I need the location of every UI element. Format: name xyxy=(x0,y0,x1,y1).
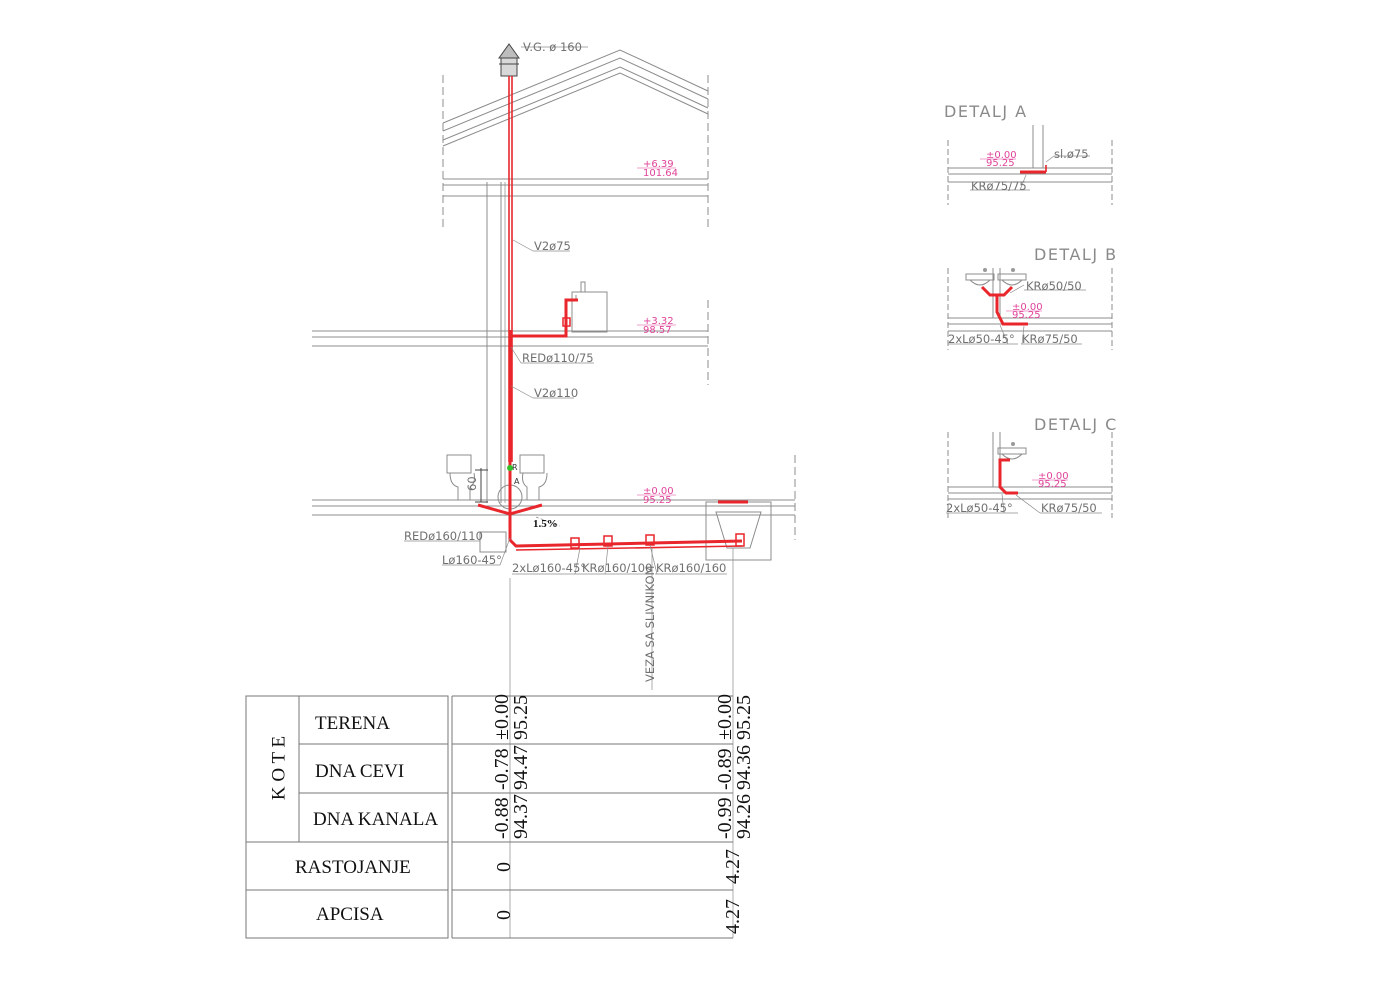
detail-c-title: DETALJ C xyxy=(1034,415,1118,434)
svg-text:±0.00: ±0.00 xyxy=(986,150,1017,161)
label-2xl160-45: 2xLø160-45° xyxy=(512,561,587,575)
detail-c-l50: 2xLø50-45° xyxy=(946,501,1013,515)
vent-cap-icon xyxy=(499,44,519,76)
vent-label: V.G. ø 160 xyxy=(523,40,582,54)
level-marker-roof xyxy=(637,159,678,179)
row-rastojanje: RASTOJANJE xyxy=(295,857,411,878)
svg-text:+6.39: +6.39 xyxy=(643,159,674,170)
detail-b xyxy=(948,245,1118,350)
c2-terena-a: ±0.00 xyxy=(714,694,736,740)
slope-label: 1.5% xyxy=(533,518,558,530)
c2-dnacevi-a: -0.89 xyxy=(714,748,736,790)
detail-a-title: DETALJ A xyxy=(944,102,1028,121)
label-kr160-160: KRø160/160 xyxy=(656,561,727,575)
c2-dnakanala-a: -0.99 xyxy=(714,797,736,839)
label-l160-45: Lø160-45° xyxy=(442,553,502,567)
c2-dnacevi-b: 94.36 xyxy=(733,745,755,790)
row-apcisa: APCISA xyxy=(316,904,384,925)
c1-rastojanje: 0 xyxy=(493,862,515,872)
label-red-110-75: REDø110/75 xyxy=(522,351,594,365)
detail-a-sl: sl.ø75 xyxy=(1054,147,1089,161)
detail-a-kr: KRø75/75 xyxy=(971,179,1027,193)
detail-a xyxy=(944,102,1112,205)
c1-terena-a: ±0.00 xyxy=(491,694,513,740)
svg-text:95.25: 95.25 xyxy=(986,158,1015,169)
svg-text:±0.00: ±0.00 xyxy=(643,486,674,497)
c1-dnacevi-a: -0.78 xyxy=(491,748,513,790)
c1-dnakanala-b: 94.37 xyxy=(510,794,532,839)
building-outline xyxy=(312,50,795,560)
label-v2-75: V2ø75 xyxy=(534,239,571,253)
level-marker-floor1 xyxy=(637,316,676,336)
svg-text:101.64: 101.64 xyxy=(643,168,678,179)
detail-b-kr50: KRø50/50 xyxy=(1026,279,1082,293)
detail-b-kr75: KRø75/50 xyxy=(1022,332,1078,346)
label-veza: VEZA SA SLIVNIKOM xyxy=(643,565,657,682)
detail-c-kr75: KRø75/50 xyxy=(1041,501,1097,515)
svg-text:±0.00: ±0.00 xyxy=(1038,471,1069,482)
svg-text:+3.32: +3.32 xyxy=(643,316,674,327)
detail-b-l50: 2xLø50-45° xyxy=(948,332,1015,346)
detail-c xyxy=(946,415,1118,518)
row-dna-cevi: DNA CEVI xyxy=(315,761,405,782)
leader-lines xyxy=(404,47,733,938)
svg-text:98.57: 98.57 xyxy=(643,325,672,336)
c2-rastojanje: 4.27 xyxy=(722,849,744,884)
label-red-160-110: REDø160/110 xyxy=(404,529,483,543)
c1-terena-b: 95.25 xyxy=(510,695,532,740)
svg-text:95.25: 95.25 xyxy=(643,495,672,506)
c1-dnakanala-a: -0.88 xyxy=(491,797,513,839)
detail-b-title: DETALJ B xyxy=(1034,245,1118,264)
level-marker-ground xyxy=(637,486,676,506)
c2-apcisa: 4.27 xyxy=(722,899,744,934)
mark-a: A xyxy=(514,477,520,486)
label-kr160-100: KRø160/100 xyxy=(582,561,653,575)
c2-terena-b: 95.25 xyxy=(733,695,755,740)
c1-dnacevi-b: 94.47 xyxy=(510,745,532,790)
svg-text:±0.00: ±0.00 xyxy=(1012,302,1043,313)
c2-dnakanala-b: 94.26 xyxy=(733,794,755,839)
svg-text:95.25: 95.25 xyxy=(1012,310,1041,321)
row-dna-kanala: DNA KANALA xyxy=(313,809,439,830)
mark-r: R xyxy=(512,463,518,472)
kote-group-label: K O T E xyxy=(268,735,290,801)
label-v2-110: V2ø110 xyxy=(534,386,579,400)
row-terena: TERENA xyxy=(315,713,390,734)
c1-apcisa: 0 xyxy=(493,910,515,920)
dim-60-label: 60 xyxy=(465,476,479,491)
elevation-table xyxy=(246,694,755,938)
svg-text:95.25: 95.25 xyxy=(1038,479,1067,490)
